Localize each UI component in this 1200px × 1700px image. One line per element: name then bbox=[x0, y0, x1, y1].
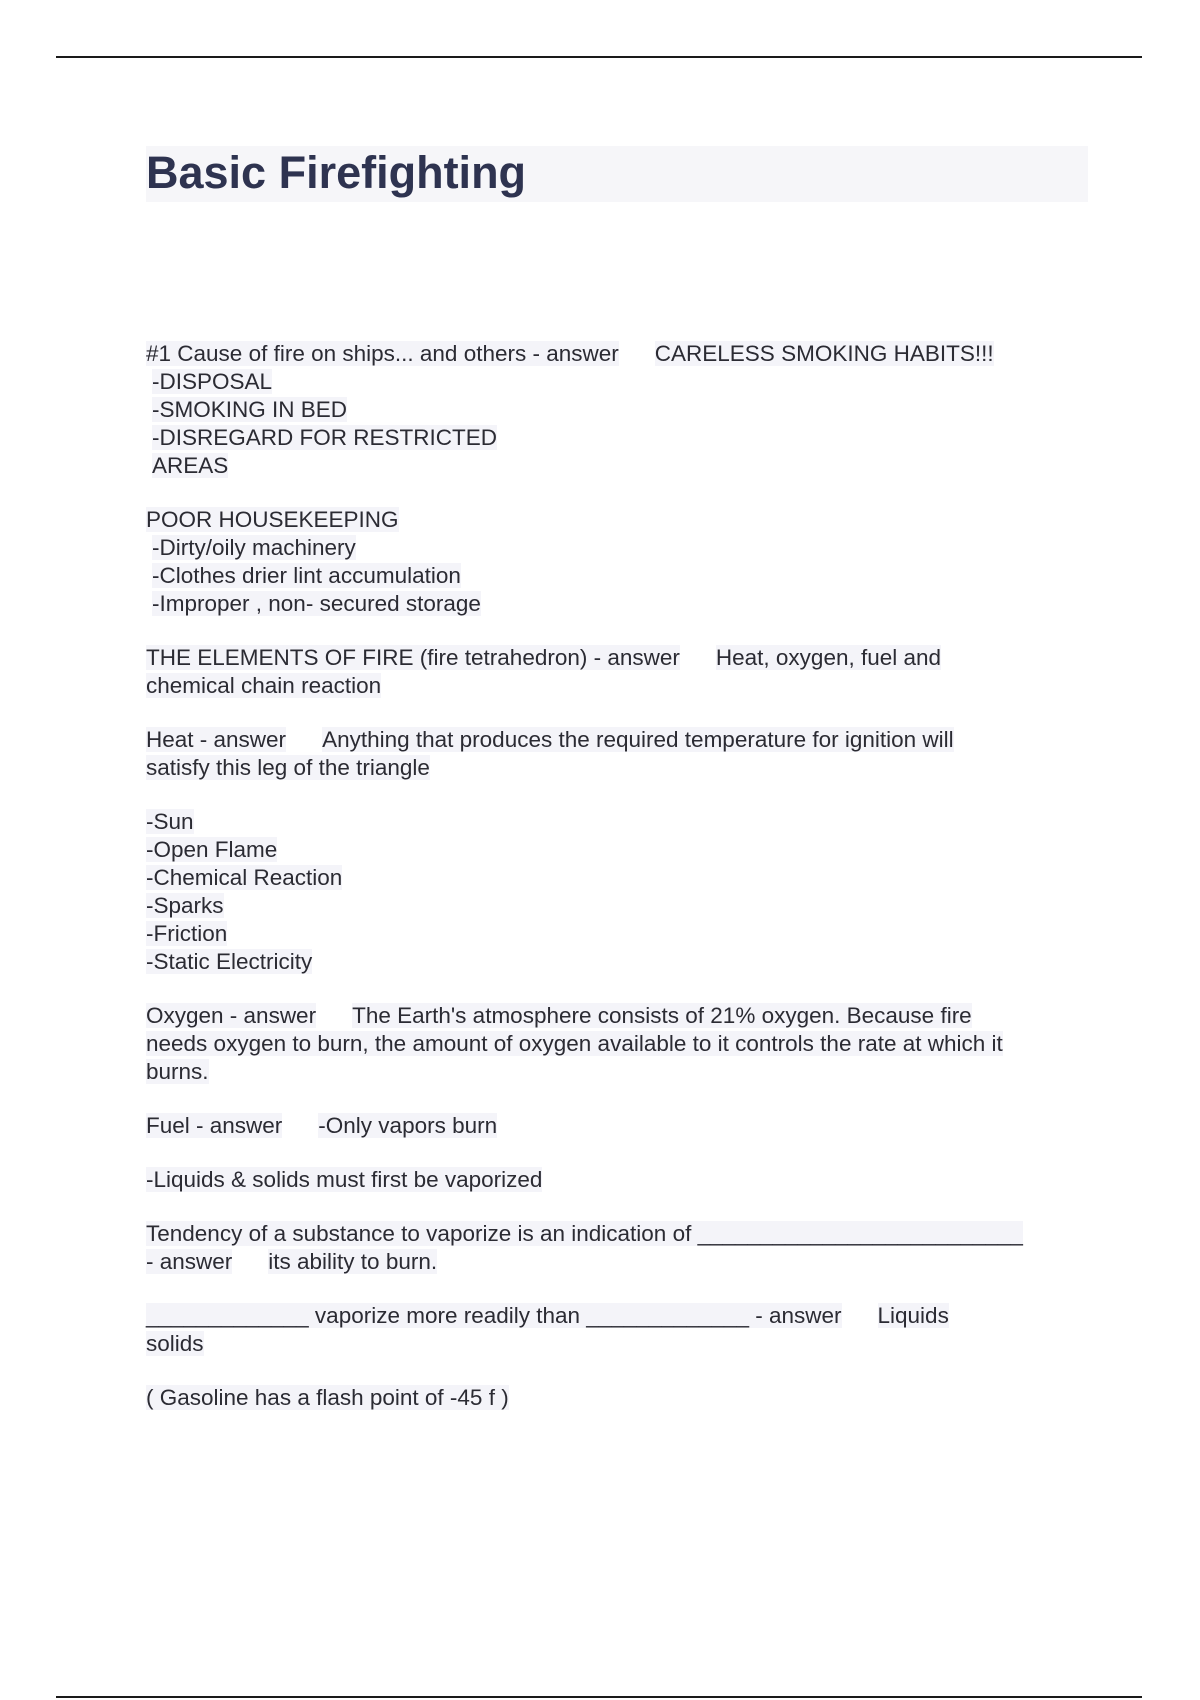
answer-text: its ability to burn. bbox=[268, 1249, 438, 1274]
answer-text: -SMOKING IN BED bbox=[152, 397, 348, 422]
flashcard-list bbox=[146, 340, 1086, 1438]
question-text: Oxygen - answer bbox=[146, 1003, 317, 1028]
text-block bbox=[146, 808, 1086, 976]
answer-text: Anything that produces the required temperature for ignition will bbox=[322, 727, 954, 752]
question-text: Tendency of a substance to vaporize is an indication of __________________________ bbox=[146, 1221, 1023, 1246]
answer-text: needs oxygen to burn, the amount of oxygen available to it controls the rate at which it bbox=[146, 1031, 1003, 1056]
question-text: _____________ vaporize more readily than _____________ - answer bbox=[146, 1303, 842, 1328]
text-block bbox=[146, 1384, 1086, 1412]
text-line: POOR HOUSEKEEPING bbox=[146, 507, 399, 532]
answer-text: AREAS bbox=[152, 453, 229, 478]
answer-text: chemical chain reaction bbox=[146, 673, 382, 698]
flashcard bbox=[146, 1002, 1086, 1086]
answer-text: -Only vapors burn bbox=[318, 1113, 498, 1138]
text-line: -Open Flame bbox=[146, 837, 278, 862]
text-line: -Clothes drier lint accumulation bbox=[152, 563, 461, 588]
text-block bbox=[146, 1166, 1086, 1194]
page-title: Basic Firefighting bbox=[146, 147, 527, 198]
text-line: -Friction bbox=[146, 921, 228, 946]
flashcard bbox=[146, 726, 1086, 782]
question-text: Fuel - answer bbox=[146, 1113, 283, 1138]
top-rule bbox=[56, 56, 1142, 58]
answer-text: solids bbox=[146, 1331, 204, 1356]
answer-text: Heat, oxygen, fuel and bbox=[715, 645, 942, 670]
flashcard bbox=[146, 1220, 1086, 1276]
flashcard bbox=[146, 1302, 1086, 1358]
text-line: -Sun bbox=[146, 809, 194, 834]
flashcard bbox=[146, 644, 1086, 700]
answer-text: -DISREGARD FOR RESTRICTED bbox=[152, 425, 498, 450]
answer-text: satisfy this leg of the triangle bbox=[146, 755, 430, 780]
answer-text: The Earth's atmosphere consists of 21% oxygen. Because fire bbox=[352, 1003, 972, 1028]
question-text: THE ELEMENTS OF FIRE (fire tetrahedron) - answer bbox=[146, 645, 680, 670]
text-line: -Chemical Reaction bbox=[146, 865, 343, 890]
flashcard bbox=[146, 340, 1086, 480]
text-line: -Improper , non- secured storage bbox=[152, 591, 481, 616]
text-line: -Dirty/oily machinery bbox=[152, 535, 356, 560]
question-text: - answer bbox=[146, 1249, 233, 1274]
answer-text: -DISPOSAL bbox=[152, 369, 273, 394]
text-line: -Static Electricity bbox=[146, 949, 313, 974]
question-text: #1 Cause of fire on ships... and others - answer bbox=[146, 341, 619, 366]
answer-text: Liquids bbox=[877, 1303, 949, 1328]
text-block bbox=[146, 506, 1086, 618]
flashcard bbox=[146, 1112, 1086, 1140]
bottom-rule bbox=[56, 1696, 1142, 1698]
answer-text: CARELESS SMOKING HABITS!!! bbox=[654, 341, 994, 366]
answer-text: burns. bbox=[146, 1059, 209, 1084]
text-line: -Sparks bbox=[146, 893, 224, 918]
text-line: ( Gasoline has a flash point of -45 f ) bbox=[146, 1385, 509, 1410]
text-line: -Liquids & solids must first be vaporized bbox=[146, 1167, 543, 1192]
question-text: Heat - answer bbox=[146, 727, 287, 752]
